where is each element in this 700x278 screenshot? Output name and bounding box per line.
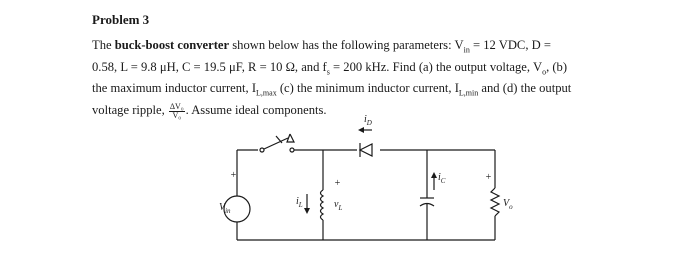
diode-icon: [360, 144, 372, 156]
vo-plus: +: [485, 172, 492, 183]
il-arrow-icon: [304, 208, 310, 214]
il-label: $i_L$: [296, 196, 303, 209]
inductor-icon: [321, 190, 324, 220]
problem-title: Problem 3: [92, 12, 150, 27]
problem-statement: The buck-boost converter shown below has the following parameters: $V_{in} = 12$ VDC, D = 0.58, L = 9.8 μH, C = 19.5 μF, R = 10 Ω, and $f_s = 200$ kHz. Find (a) the output voltage, $V_o$, (b) the maximum inductor current, $I_{L,max}$ (c) the minimum inductor current, $I_{L,min}$ and (d) the output voltage ripple, $\frac{\text{ΔV₀}}{\text{V₀}}$. Assume ideal components.: [92, 38, 572, 120]
vin-label: $V_{in}$: [219, 202, 231, 215]
id-arrow-icon: [358, 127, 364, 133]
switch-arrow-icon: [287, 134, 294, 142]
switch-blade: [264, 138, 288, 149]
vl-plus: +: [334, 178, 341, 189]
vin-plus: +: [230, 170, 237, 181]
ic-arrow-icon: [431, 172, 437, 178]
resistor-icon: [491, 188, 499, 216]
id-label: $i_D$: [364, 114, 372, 127]
ripple-fraction: $\frac{\text{ΔV₀}}{\text{V₀}}$: [169, 101, 184, 120]
vl-label: $v_L$: [334, 199, 343, 212]
vo-label: $V_o$: [503, 198, 513, 211]
ic-label: $i_C$: [438, 172, 446, 185]
